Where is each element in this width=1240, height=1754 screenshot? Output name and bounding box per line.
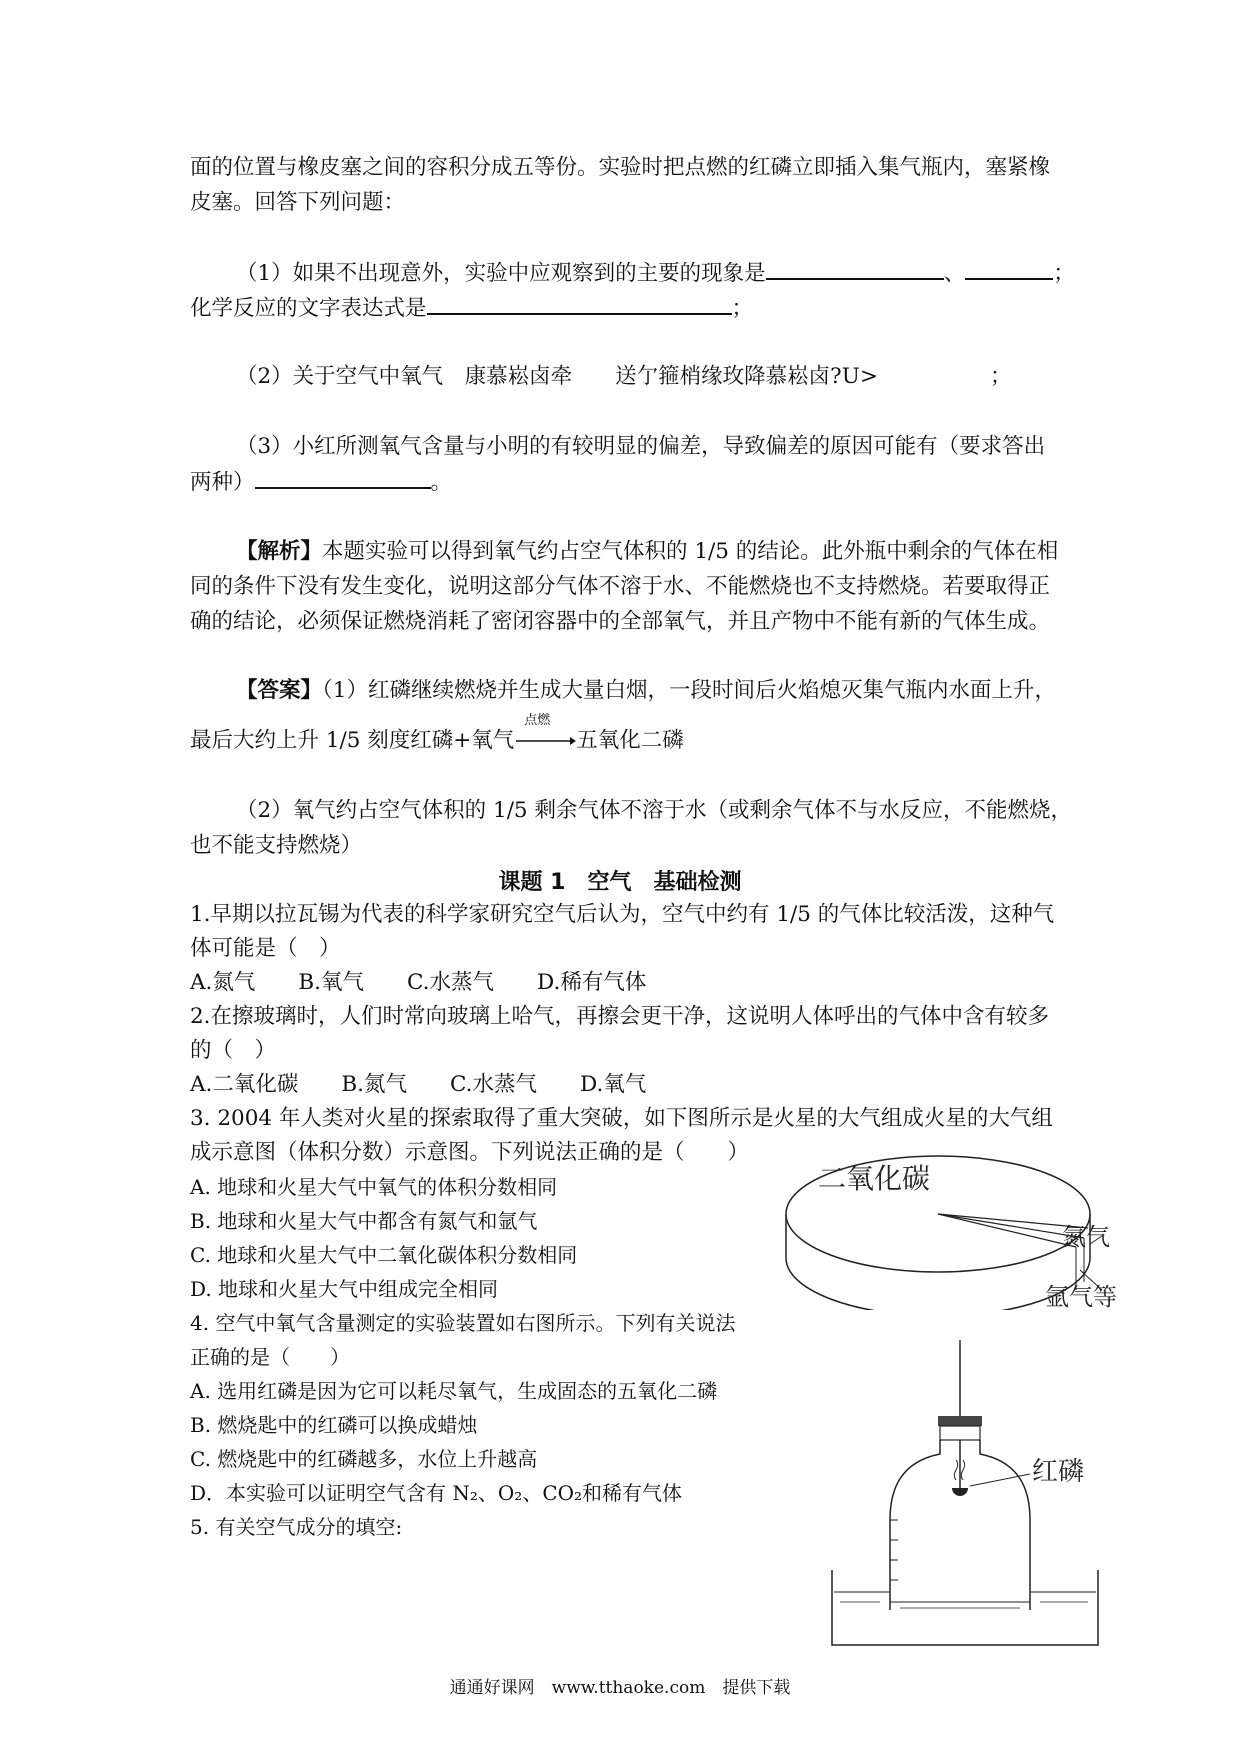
question-1-line-2: 体可能是（ ） (190, 936, 341, 961)
answer-label: 【答案】 (236, 678, 323, 703)
intro-line-2: 皮塞。回答下列问题： (190, 190, 406, 215)
sub-question-3-line-1: （3）小红所测氧气含量与小明的有较明显的偏差，导致偏差的原因可能有（要求答出 (236, 434, 1046, 459)
question-3-option-d: D. 地球和火星大气中组成完全相同 (190, 1277, 499, 1301)
question-5: 5. 有关空气成分的填空: (190, 1515, 403, 1539)
question-2-line-1: 2.在擦玻璃时，人们时常向玻璃上哈气，再擦会更干净，这说明人体呼出的气体中含有较多 (190, 1004, 1050, 1029)
reaction-condition: 点燃 (524, 713, 551, 728)
answer-blank[interactable] (427, 293, 732, 315)
sub-question-1-line-2: 化学反应的文字表达式是 ； (190, 293, 753, 324)
pie-label-ar: 氩气等 (1045, 1283, 1117, 1310)
answer-blank[interactable] (255, 467, 431, 489)
answer-blank[interactable] (766, 258, 944, 280)
question-4-option-c: C. 燃烧匙中的红磷越多，水位上升越高 (190, 1447, 538, 1471)
answer-line-4: 也不能支持燃烧） (190, 833, 363, 858)
mars-atmosphere-pie-figure (780, 1140, 1120, 1310)
question-1-options: A.氮气 B.氧气 C.水蒸气 D.稀有气体 (190, 970, 647, 995)
answer-blank[interactable] (965, 258, 1053, 280)
question-2-options: A.二氧化碳 B.氮气 C.水蒸气 D.氧气 (190, 1072, 647, 1097)
section-title: 课题 1 空气 基础检测 (498, 870, 742, 895)
analysis-line-1: 【解析】本题实验可以得到氧气约占空气体积的 1/5 的结论。此外瓶中剩余的气体在相 (236, 539, 1059, 564)
question-3-option-c: C. 地球和火星大气中二氧化碳体积分数相同 (190, 1243, 578, 1267)
question-4-option-a: A. 选用红磷是因为它可以耗尽氧气，生成固态的五氧化二磷 (190, 1379, 718, 1403)
question-4-option-d: D．本实验可以证明空气含有 N₂、O₂、CO₂和稀有气体 (190, 1481, 683, 1505)
question-3-option-b: B. 地球和火星大气中都含有氮气和氩气 (190, 1209, 538, 1233)
question-3-option-a: A. 地球和火星大气中氧气的体积分数相同 (190, 1175, 558, 1199)
question-3-line-2: 成示意图（体积分数）示意图。下列说法正确的是（ ） (190, 1140, 750, 1165)
apparatus-label-phosphorus: 红磷 (1032, 1457, 1085, 1487)
analysis-line-3: 确的结论，必须保证燃烧消耗了密闭容器中的全部氧气，并且产物中不能有新的气体生成。 (190, 609, 1051, 634)
sub-question-1: （1）如果不出现意外，实验中应观察到的主要的现象是 、 ； (236, 258, 1075, 289)
sub-question-3-line-2: 两种） 。 (190, 467, 452, 498)
question-3-line-1: 3. 2004 年人类对火星的探索取得了重大突破，如下图所示是火星的大气组成火星的大气组 (190, 1106, 1053, 1131)
question-4-line-1: 4. 空气中氧气含量测定的实验装置如右图所示。下列有关说法 (190, 1311, 736, 1335)
intro-line-1: 面的位置与橡皮塞之间的容积分成五等份。实验时把点燃的红磷立即插入集气瓶内，塞紧橡 (190, 155, 1051, 180)
analysis-line-2: 同的条件下没有发生变化，说明这部分气体不溶于水、不能燃烧也不支持燃烧。若要取得正 (190, 574, 1051, 599)
answer-line-3: （2）氧气约占空气体积的 1/5 剩余气体不溶于水（或剩余气体不与水反应，不能燃烧， (236, 798, 1072, 823)
sub-question-2: （2）关于空气中氧气 康慕崧卤牵 送亇箍梢缘玫降慕崧卤?U> ； (236, 364, 1012, 389)
question-2-line-2: 的（ ） (190, 1038, 277, 1063)
answer-line-2: 最后大约上升 1/5 刻度红磷+氧气 点燃 五氧化二磷 (190, 726, 684, 756)
analysis-label: 【解析】 (236, 539, 323, 564)
question-4-line-2: 正确的是（ ） (190, 1345, 350, 1369)
oxygen-apparatus-figure (830, 1340, 1130, 1650)
sub-question-1-text: （1）如果不出现意外，实验中应观察到的主要的现象是 (236, 261, 766, 286)
answer-line-1: 【答案】（1）红磷继续燃烧并生成大量白烟，一段时间后火焰熄灭集气瓶内水面上升， (236, 678, 1056, 703)
question-1-line-1: 1.早期以拉瓦锡为代表的科学家研究空气后认为，空气中约有 1/5 的气体比较活泼，这种气 (190, 902, 1055, 927)
pie-label-co2: 二氧化碳 (818, 1162, 931, 1195)
pie-label-n2: 氮气 (1062, 1223, 1110, 1251)
arrow-icon (514, 726, 576, 756)
reaction-arrow (514, 713, 576, 756)
page-footer: 通通好课网 www.tthaoke.com 提供下载 (449, 1678, 791, 1698)
question-4-option-b: B. 燃烧匙中的红磷可以换成蜡烛 (190, 1413, 478, 1437)
